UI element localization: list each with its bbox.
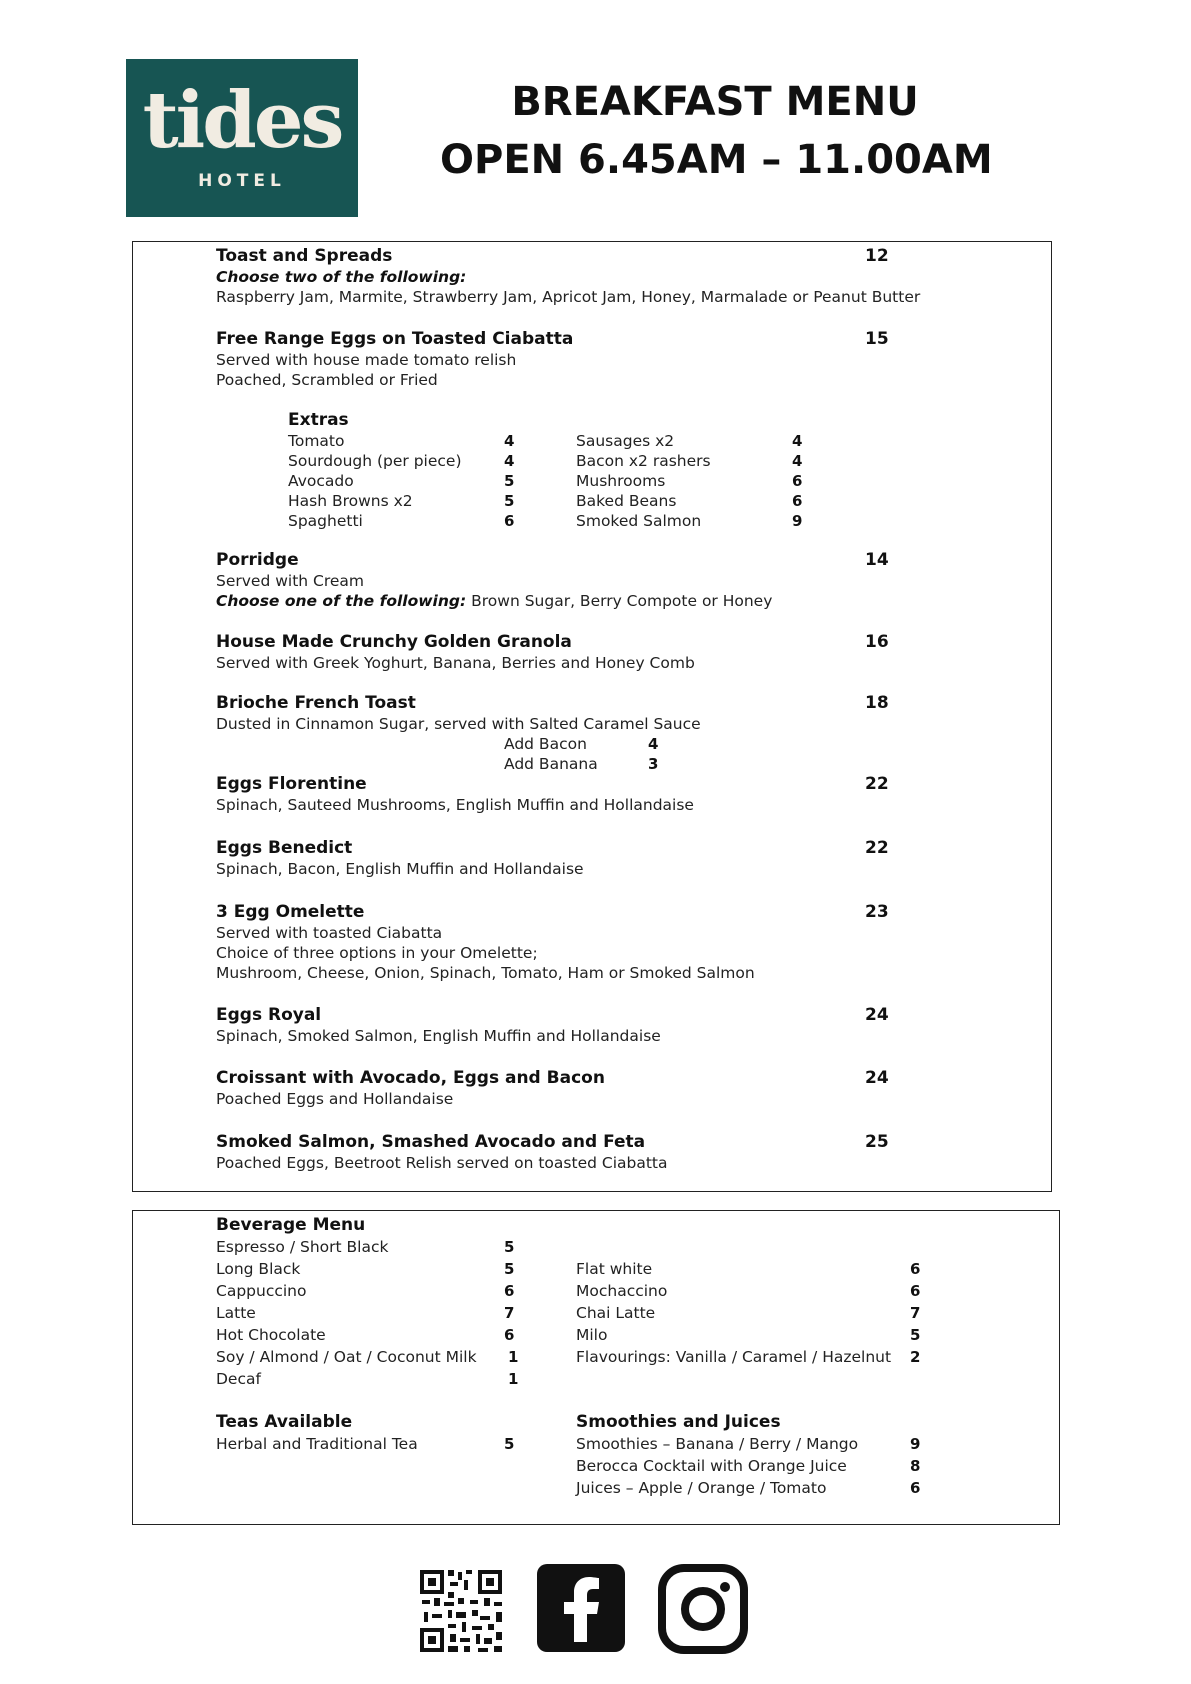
- item-title: Smoked Salmon, Smashed Avocado and Feta: [216, 1132, 646, 1152]
- logo-word: tides: [142, 75, 342, 166]
- item-price: 24: [865, 1005, 889, 1025]
- extras-title: Extras: [288, 410, 349, 430]
- beverage-name: Herbal and Traditional Tea: [216, 1435, 418, 1453]
- beverage-name: Berocca Cocktail with Orange Juice: [576, 1457, 847, 1475]
- beverage-price: 5: [504, 1435, 515, 1453]
- beverage-title: Beverage Menu: [216, 1215, 366, 1235]
- beverage-price: 7: [910, 1304, 921, 1322]
- beverage-price: 1: [508, 1370, 519, 1388]
- item-title: Eggs Royal: [216, 1005, 322, 1025]
- extra-price: 4: [792, 432, 803, 450]
- item-desc: Poached, Scrambled or Fried: [216, 371, 438, 389]
- item-price: 22: [865, 838, 889, 858]
- menu-title: BREAKFAST MENU: [511, 79, 919, 125]
- logo-subtitle: HOTEL: [198, 171, 286, 191]
- opening-hours: OPEN 6.45AM – 11.00AM: [440, 137, 993, 183]
- beverage-name: Juices – Apple / Orange / Tomato: [576, 1479, 827, 1497]
- beverage-price: 6: [910, 1260, 921, 1278]
- item-desc: Served with Cream: [216, 572, 365, 590]
- beverage-name: Long Black: [216, 1260, 301, 1278]
- beverage-name: Mochaccino: [576, 1282, 668, 1300]
- item-desc: Spinach, Sauteed Mushrooms, English Muffin and Hollandaise: [216, 796, 694, 814]
- item-price: 24: [865, 1068, 889, 1088]
- item-choose-options: Brown Sugar, Berry Compote or Honey: [466, 592, 773, 610]
- item-title: 3 Egg Omelette: [216, 902, 365, 922]
- item-price: 16: [865, 632, 889, 652]
- item-desc: Served with toasted Ciabatta: [216, 924, 443, 942]
- item-title: House Made Crunchy Golden Granola: [216, 632, 572, 652]
- extra-price: 5: [504, 492, 515, 510]
- beverage-price: 6: [504, 1282, 515, 1300]
- smoothies-title: Smoothies and Juices: [576, 1412, 781, 1432]
- extra-name: Spaghetti: [288, 512, 363, 530]
- item-price: 18: [865, 693, 889, 713]
- addon-name: Add Bacon: [504, 735, 587, 753]
- item-desc: Spinach, Smoked Salmon, English Muffin and Hollandaise: [216, 1027, 661, 1045]
- item-choose-line: [216, 591, 772, 611]
- item-title: Eggs Florentine: [216, 774, 367, 794]
- item-choose: Choose two of the following:: [216, 268, 467, 286]
- teas-title: Teas Available: [216, 1412, 353, 1432]
- beverage-price: 8: [910, 1457, 921, 1475]
- addon-name: Add Banana: [504, 755, 598, 773]
- extra-name: Avocado: [288, 472, 354, 490]
- item-desc: Served with Greek Yoghurt, Banana, Berries and Honey Comb: [216, 654, 695, 672]
- item-price: 25: [865, 1132, 889, 1152]
- beverage-name: Latte: [216, 1304, 256, 1322]
- item-title: Toast and Spreads: [216, 246, 393, 266]
- beverage-name: Chai Latte: [576, 1304, 656, 1322]
- facebook-icon[interactable]: [537, 1564, 625, 1652]
- addon-price: 4: [648, 735, 659, 753]
- addon-price: 3: [648, 755, 659, 773]
- item-desc: Spinach, Bacon, English Muffin and Hollandaise: [216, 860, 584, 878]
- item-choose: Choose one of the following:: [216, 592, 467, 610]
- extra-price: 5: [504, 472, 515, 490]
- item-price: 22: [865, 774, 889, 794]
- extra-name: Sausages x2: [576, 432, 675, 450]
- extra-price: 9: [792, 512, 803, 530]
- item-price: 15: [865, 329, 889, 349]
- extra-name: Sourdough (per piece): [288, 452, 462, 470]
- extra-name: Tomato: [288, 432, 345, 450]
- beverage-name: Hot Chocolate: [216, 1326, 326, 1344]
- beverage-name: Decaf: [216, 1370, 261, 1388]
- extra-name: Baked Beans: [576, 492, 677, 510]
- item-desc: Served with house made tomato relish: [216, 351, 517, 369]
- item-desc: Raspberry Jam, Marmite, Strawberry Jam, Apricot Jam, Honey, Marmalade or Peanut Butter: [216, 288, 921, 306]
- extra-price: 4: [504, 432, 515, 450]
- beverage-price: 5: [910, 1326, 921, 1344]
- extra-price: 6: [792, 492, 803, 510]
- item-price: 12: [865, 246, 889, 266]
- beverage-name: Espresso / Short Black: [216, 1238, 389, 1256]
- beverage-name: Flavourings: Vanilla / Caramel / Hazelnut: [576, 1348, 892, 1366]
- extra-name: Smoked Salmon: [576, 512, 702, 530]
- beverage-price: 2: [910, 1348, 921, 1366]
- item-title: Porridge: [216, 550, 299, 570]
- extra-price: 6: [504, 512, 515, 530]
- item-title: Brioche French Toast: [216, 693, 416, 713]
- item-desc: Mushroom, Cheese, Onion, Spinach, Tomato, Ham or Smoked Salmon: [216, 964, 755, 982]
- hotel-logo: [126, 59, 358, 217]
- instagram-icon[interactable]: [657, 1563, 749, 1655]
- item-title: Croissant with Avocado, Eggs and Bacon: [216, 1068, 605, 1088]
- beverage-price: 9: [910, 1435, 921, 1453]
- beverage-price: 6: [910, 1282, 921, 1300]
- beverage-price: 7: [504, 1304, 515, 1322]
- extra-name: Hash Browns x2: [288, 492, 413, 510]
- item-desc: Choice of three options in your Omelette;: [216, 944, 538, 962]
- extra-price: 4: [792, 452, 803, 470]
- item-desc: Poached Eggs, Beetroot Relish served on toasted Ciabatta: [216, 1154, 668, 1172]
- beverage-price: 6: [504, 1326, 515, 1344]
- extra-name: Bacon x2 rashers: [576, 452, 711, 470]
- item-title: Free Range Eggs on Toasted Ciabatta: [216, 329, 574, 349]
- item-price: 23: [865, 902, 889, 922]
- qr-code-icon[interactable]: [418, 1568, 504, 1654]
- extra-price: 4: [504, 452, 515, 470]
- beverage-name: Milo: [576, 1326, 608, 1344]
- beverage-price: 6: [910, 1479, 921, 1497]
- beverage-name: Soy / Almond / Oat / Coconut Milk: [216, 1348, 477, 1366]
- beverage-name: Cappuccino: [216, 1282, 307, 1300]
- item-desc: Dusted in Cinnamon Sugar, served with Salted Caramel Sauce: [216, 715, 701, 733]
- beverage-price: 5: [504, 1238, 515, 1256]
- beverage-price: 1: [508, 1348, 519, 1366]
- extra-name: Mushrooms: [576, 472, 666, 490]
- extra-price: 6: [792, 472, 803, 490]
- beverage-name: Smoothies – Banana / Berry / Mango: [576, 1435, 859, 1453]
- item-desc: Poached Eggs and Hollandaise: [216, 1090, 454, 1108]
- item-price: 14: [865, 550, 889, 570]
- item-title: Eggs Benedict: [216, 838, 353, 858]
- beverage-price: 5: [504, 1260, 515, 1278]
- beverage-name: Flat white: [576, 1260, 653, 1278]
